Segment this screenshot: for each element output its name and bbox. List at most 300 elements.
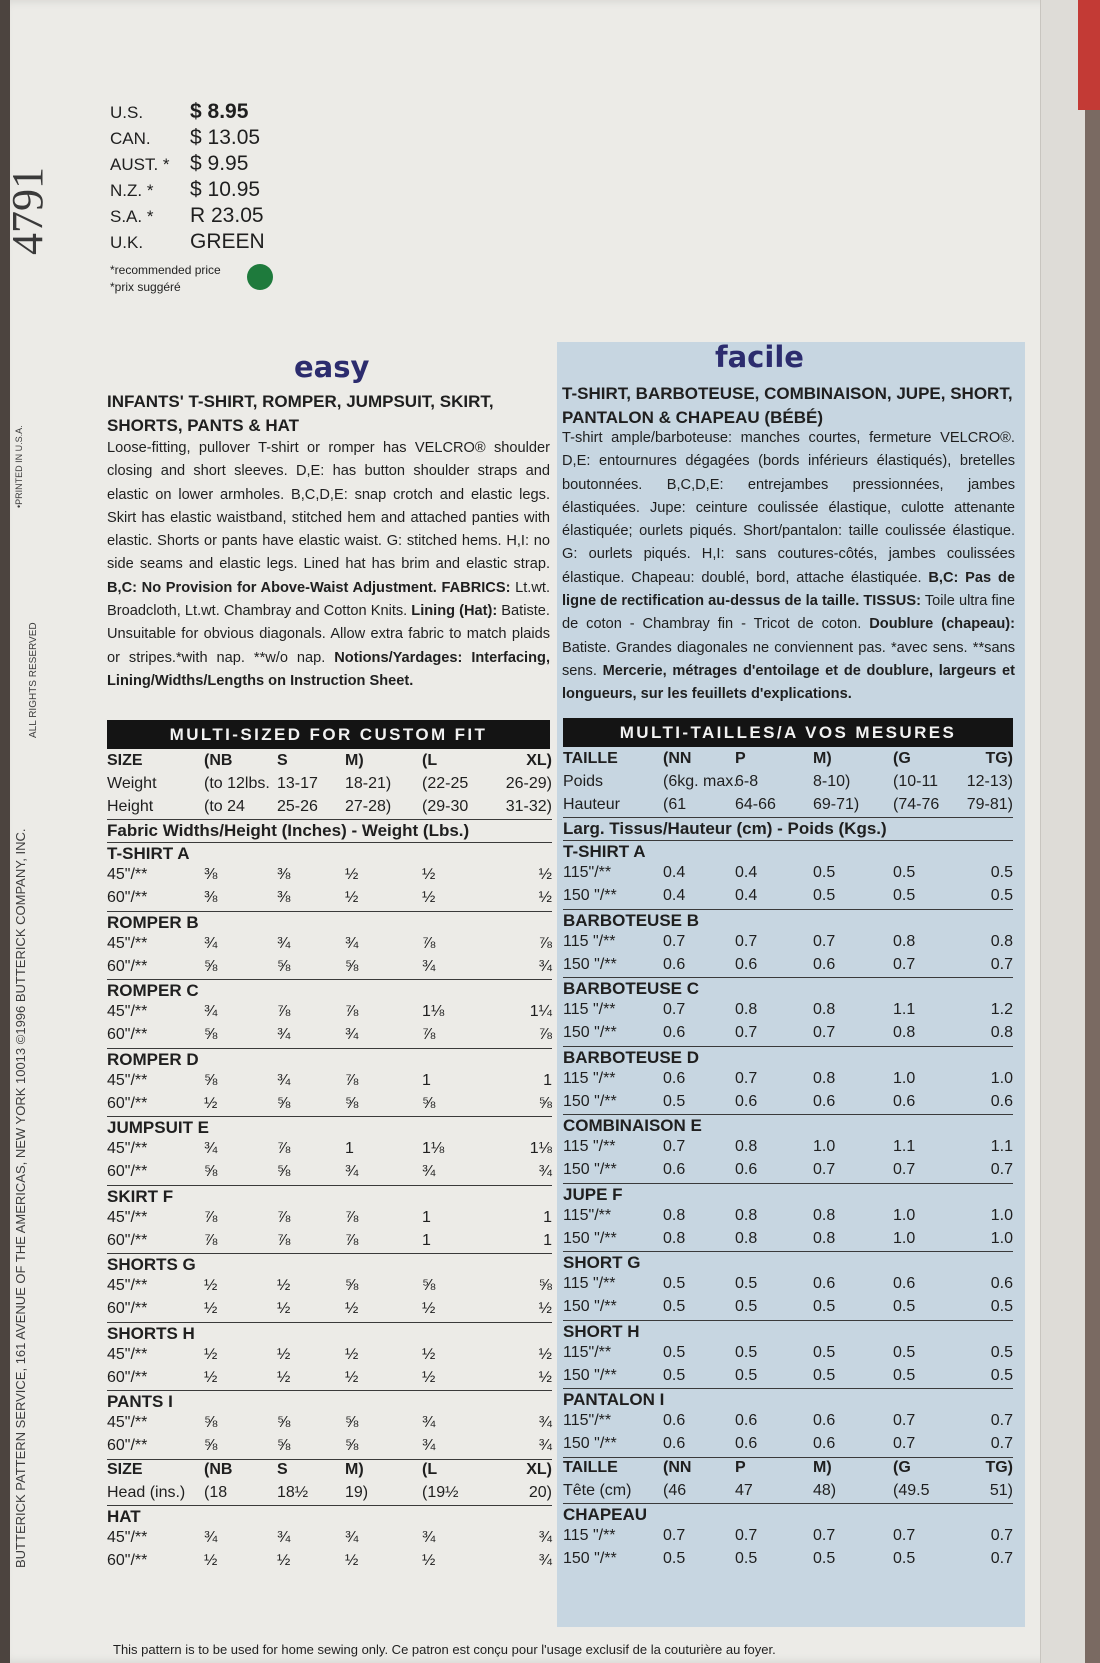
cell-value: 0.5 <box>663 1092 686 1110</box>
french-desc-bold: Mercerie, métrages d'entoilage et de doublure, largeurs et longueurs, sur les feuillets d'explications. <box>562 662 1015 703</box>
cell-value: 0.5 <box>735 1366 758 1384</box>
cell-value: 0.6 <box>735 1092 758 1110</box>
envelope-flap <box>1040 0 1085 1663</box>
cell-value: 1 <box>543 1071 552 1089</box>
cell-value: ¾ <box>277 1026 291 1043</box>
cell-value: 1⅛ <box>422 1003 445 1020</box>
table-divider <box>107 979 552 980</box>
cell-value: 1.0 <box>893 1069 916 1087</box>
cell-value: 1 <box>543 1208 552 1226</box>
table-row <box>563 1001 1013 1023</box>
cell-value: 1.0 <box>990 1229 1013 1247</box>
cell-value: ¾ <box>204 1003 218 1020</box>
cell-value: ¾ <box>204 1140 218 1157</box>
cell-value: (NB <box>204 752 233 769</box>
price-amount: $ 10.95 <box>190 178 261 201</box>
size-row <box>107 798 552 820</box>
table-row <box>563 1070 1013 1092</box>
cell-value: 0.7 <box>990 1412 1013 1429</box>
english-yardage-table <box>107 752 552 1622</box>
cell-value: 0.6 <box>813 955 836 973</box>
cell-value: ¾ <box>538 1437 552 1454</box>
red-envelope-edge <box>1078 0 1100 110</box>
table-row <box>107 1095 552 1117</box>
french-desc-part: Batiste. Grandes diagonales ne conviennent pas. *avec sens. **sans sens. <box>562 639 1015 679</box>
cell-value: 0.6 <box>735 1435 758 1452</box>
cell-value: 0.7 <box>813 1526 836 1544</box>
cell-value: ½ <box>204 1551 218 1569</box>
table-divider <box>563 1251 1013 1252</box>
spine-publisher-text: BUTTERICK PATTERN SERVICE, 161 AVENUE OF THE AMERICAS, NEW YORK 10013 ©1996 BUTTERICK COMPANY, INC. <box>13 828 28 1568</box>
table-row <box>107 889 552 911</box>
cell-value: ¾ <box>538 1163 552 1180</box>
cell-value: 0.6 <box>663 1161 686 1178</box>
price-amount: GREEN <box>190 230 265 253</box>
cell-value: 1 <box>543 1231 552 1249</box>
cell-value: 0.8 <box>990 1024 1013 1041</box>
cell-value: 0.5 <box>893 1343 916 1361</box>
garment-heading: PANTALON I <box>563 1390 665 1409</box>
cell-value: 0.8 <box>735 1206 758 1224</box>
cell-value: ⅝ <box>277 1437 291 1454</box>
row-label: 150 "/** <box>563 1024 617 1041</box>
cell-value: ⅞ <box>345 1231 359 1249</box>
row-label: TAILLE <box>563 1458 618 1476</box>
french-desc-part: Toile ultra fine de coton - Chambray fin - Tricot de coton. <box>562 593 1015 633</box>
table-row <box>563 1161 1013 1183</box>
cell-value: 69-71) <box>813 796 860 813</box>
cell-value: 25-26 <box>277 798 318 815</box>
garment-heading: SKIRT F <box>107 1186 174 1206</box>
cell-value: ⅞ <box>277 1003 291 1020</box>
cell-value: 0.5 <box>893 1298 916 1315</box>
cell-value: 0.7 <box>813 1024 836 1041</box>
row-label: 115"/** <box>563 1412 612 1429</box>
table-row <box>107 1369 552 1391</box>
garment-heading: HAT <box>107 1506 141 1526</box>
garment-heading: SHORTS H <box>107 1323 195 1343</box>
price-amount: R 23.05 <box>190 204 264 227</box>
cell-value: (L <box>422 1460 438 1478</box>
table-divider <box>107 1459 552 1460</box>
cell-value: 0.7 <box>893 1161 916 1178</box>
french-desc-bold: B,C: Pas de ligne de rectification au-dessus de la taille. TISSUS: <box>562 569 1015 610</box>
row-label: SIZE <box>107 752 143 769</box>
cell-value: 1.0 <box>813 1138 836 1155</box>
cell-value: 0.8 <box>813 1206 836 1224</box>
cell-value: ¾ <box>422 1163 436 1180</box>
cell-value: 0.8 <box>735 1001 758 1018</box>
row-label: 45"/** <box>107 1277 148 1294</box>
cell-value: ⅞ <box>538 1026 552 1043</box>
cell-value: ⅞ <box>204 1231 218 1249</box>
cell-value: ½ <box>204 1368 218 1386</box>
table-divider <box>107 1116 552 1117</box>
price-country: S.A. * <box>110 207 154 226</box>
cell-value: (NN <box>663 1458 692 1476</box>
row-label: 60"/** <box>107 1300 148 1317</box>
garment-heading: SHORT G <box>563 1253 641 1272</box>
size-row <box>563 796 1013 818</box>
cell-value: ½ <box>345 1551 359 1569</box>
cell-value: 0.7 <box>735 1069 758 1087</box>
cell-value: (61 <box>663 796 687 813</box>
row-label: 115 "/** <box>563 1001 616 1018</box>
cell-value: ⅝ <box>204 1414 218 1431</box>
cell-value: ½ <box>422 1551 436 1569</box>
cell-value: ⅞ <box>204 1208 218 1226</box>
cell-value: ¾ <box>277 1071 291 1089</box>
cell-value: 0.5 <box>663 1343 686 1361</box>
cell-value: ¾ <box>538 1551 552 1569</box>
table-row <box>107 1003 552 1025</box>
french-yardage-table <box>563 750 1013 1620</box>
cell-value: ⅝ <box>204 957 218 975</box>
cell-value: ½ <box>422 889 436 906</box>
cell-value: ⅞ <box>422 934 436 952</box>
cell-value: ½ <box>345 1345 359 1363</box>
cell-value: (to 12lbs. <box>204 775 270 792</box>
table-row <box>107 1026 552 1048</box>
table-row <box>563 1435 1013 1457</box>
cell-value: 0.5 <box>893 864 916 881</box>
cell-value: ⅝ <box>277 1414 291 1431</box>
cell-value: 0.8 <box>893 932 916 950</box>
cell-value: 0.4 <box>735 887 758 904</box>
table-row <box>107 1277 552 1299</box>
garment-heading: BARBOTEUSE B <box>563 910 700 930</box>
cell-value: 1⅛ <box>529 1140 552 1157</box>
row-label: Poids <box>563 773 604 790</box>
cell-value: ½ <box>422 866 436 883</box>
table-divider <box>107 1185 552 1186</box>
hat-size-header-row <box>563 1459 1013 1481</box>
row-label: TAILLE <box>563 750 618 767</box>
row-label: 150 "/** <box>563 1161 617 1178</box>
price-country: CAN. <box>110 129 151 148</box>
cell-value: 0.8 <box>990 932 1013 950</box>
cell-value: 26-29) <box>505 775 552 792</box>
cell-value: ¾ <box>422 1414 436 1431</box>
row-label: 150 "/** <box>563 887 617 904</box>
table-row <box>563 1230 1013 1252</box>
garment-heading: PANTS I <box>107 1392 173 1411</box>
cell-value: 0.6 <box>813 1412 836 1429</box>
table-row <box>563 933 1013 955</box>
table-row <box>107 1346 552 1368</box>
cell-value: (18 <box>204 1483 228 1501</box>
row-label: 60"/** <box>107 1437 148 1454</box>
cell-value: ¾ <box>538 1528 552 1546</box>
cell-value: 6-8 <box>735 773 759 790</box>
french-heading: T-SHIRT, BARBOTEUSE, COMBINAISON, JUPE, SHORT, PANTALON & CHAPEAU (BÉBÉ) <box>562 384 1013 427</box>
garment-heading: T-SHIRT A <box>563 842 646 861</box>
cell-value: ⅝ <box>345 1277 359 1294</box>
pattern-number: 4791 <box>3 167 52 255</box>
cell-value: 0.7 <box>813 1161 836 1178</box>
cell-value: S <box>277 752 288 769</box>
cell-value: 1 <box>422 1071 431 1089</box>
cell-value: TG) <box>985 750 1013 767</box>
garment-heading: JUMPSUIT E <box>107 1118 210 1137</box>
price-row <box>110 126 260 151</box>
cell-value: 0.5 <box>990 1298 1013 1315</box>
size-header-row <box>107 752 552 774</box>
table-divider <box>563 909 1013 910</box>
cell-value: ¾ <box>345 1026 359 1043</box>
row-label: 45"/** <box>107 1003 148 1020</box>
table-row <box>563 1024 1013 1046</box>
cell-value: ⅝ <box>204 1026 218 1043</box>
table-row <box>563 1527 1013 1549</box>
french-description <box>562 427 1015 707</box>
cell-value: 0.7 <box>990 1549 1013 1567</box>
price-row <box>110 100 248 125</box>
cell-value: 0.7 <box>735 1024 758 1041</box>
cell-value: 0.7 <box>735 1526 758 1544</box>
cell-value: 1 <box>422 1208 431 1226</box>
row-label: 60"/** <box>107 1231 148 1249</box>
cell-value: P <box>735 750 746 767</box>
cell-value: ¾ <box>538 1414 552 1431</box>
table-row <box>107 1209 552 1231</box>
cell-value: ¾ <box>422 1528 436 1546</box>
cell-value: ½ <box>538 1368 552 1386</box>
cell-value: 0.8 <box>893 1024 916 1041</box>
table-row <box>107 1300 552 1322</box>
cell-value: S <box>277 1460 288 1478</box>
cell-value: 12-13) <box>966 773 1013 790</box>
garment-heading: SHORTS G <box>107 1255 196 1274</box>
hat-size-header-row <box>107 1461 552 1483</box>
row-label: 45"/** <box>107 1414 148 1431</box>
row-label: SIZE <box>107 1460 143 1478</box>
row-label: 150 "/** <box>563 1435 617 1452</box>
spine-rights-text: ALL RIGHTS RESERVED <box>28 622 39 738</box>
cell-value: 0.5 <box>735 1275 758 1292</box>
cell-value: 1.0 <box>990 1069 1013 1087</box>
cell-value: 0.5 <box>663 1298 686 1315</box>
row-label: 60"/** <box>107 957 148 975</box>
cell-value: ½ <box>345 1368 359 1386</box>
cell-value: 0.6 <box>813 1435 836 1452</box>
row-label: 150 "/** <box>563 1298 617 1315</box>
spine-printed-text: •PRINTED IN U.S.A. <box>14 425 24 508</box>
cell-value: 0.8 <box>735 1229 758 1247</box>
table-row <box>563 1207 1013 1229</box>
cell-value: (G <box>893 750 911 767</box>
cell-value: ⅞ <box>538 934 552 952</box>
row-label: 150 "/** <box>563 1549 617 1567</box>
table-row <box>107 1529 552 1551</box>
cell-value: ⅞ <box>345 1208 359 1226</box>
hat-size-row <box>563 1482 1013 1504</box>
cell-value: 0.6 <box>813 1092 836 1110</box>
cell-value: 18-21) <box>345 775 392 792</box>
cell-value: 0.5 <box>990 1366 1013 1384</box>
cell-value: ⅜ <box>277 866 291 883</box>
table-divider <box>107 1048 552 1049</box>
cell-value: ½ <box>538 1300 552 1317</box>
row-label: 45"/** <box>107 1345 148 1363</box>
cell-value: 0.6 <box>893 1092 916 1110</box>
cell-value: ⅝ <box>277 1094 291 1112</box>
table-row <box>107 1552 552 1574</box>
garment-heading: COMBINAISON E <box>563 1116 702 1135</box>
row-label: 60"/** <box>107 1163 148 1180</box>
row-label: 150 "/** <box>563 1092 617 1110</box>
table-row <box>107 1437 552 1459</box>
cell-value: (10-11 <box>893 773 939 790</box>
cell-value: 8-10) <box>813 773 851 790</box>
french-desc-part: T-shirt ample/barboteuse: manches courtes, fermeture VELCRO®. D,E: entournures dégagées (bords inférieurs élastiqués), bretelles boutonnées. B,C,D,E: entrejambes pressionnées, jambes élastiquées. Jupe: ceinture coulissée élastique, culotte attenante élastiquée; ourlets piqués. Short/pantalon: taille coulissée élastique. G: ourlets piqués. H,I: sans coutures-côtés, jambes coulissées élastique. Chapeau: doublé, bord, attache élastiquée. <box>562 430 1015 586</box>
table-divider <box>107 911 552 912</box>
table-row <box>107 1072 552 1094</box>
cell-value: 64-66 <box>735 796 776 813</box>
table-divider <box>563 817 1013 818</box>
cell-value: 0.5 <box>893 1366 916 1384</box>
cell-value: 0.6 <box>813 1275 836 1292</box>
row-label: Height <box>107 798 154 815</box>
cell-value: ½ <box>345 1300 359 1317</box>
cell-value: TG) <box>985 1458 1013 1476</box>
cell-value: 0.8 <box>663 1206 686 1224</box>
cell-value: ½ <box>538 889 552 906</box>
table-row <box>563 1412 1013 1434</box>
cell-value: ¾ <box>345 1163 359 1180</box>
table-row <box>563 864 1013 886</box>
cell-value: 0.7 <box>663 1138 686 1155</box>
cell-value: 1.0 <box>893 1206 916 1224</box>
cell-value: ½ <box>422 1345 436 1363</box>
cell-value: ⅜ <box>204 866 218 883</box>
cell-value: ¾ <box>345 934 359 952</box>
table-row <box>563 1344 1013 1366</box>
row-label: Head (ins.) <box>107 1483 186 1501</box>
cell-value: ⅝ <box>204 1437 218 1454</box>
cell-value: ⅝ <box>422 1094 436 1112</box>
table-divider <box>107 842 552 843</box>
row-label: 115"/** <box>563 1343 612 1361</box>
cell-value: 0.7 <box>893 1435 916 1452</box>
cell-value: (NN <box>663 750 692 767</box>
cell-value: M) <box>813 1458 832 1476</box>
table-row <box>563 887 1013 909</box>
table-divider <box>107 1390 552 1391</box>
cell-value: ⅝ <box>277 1163 291 1180</box>
cell-value: 0.6 <box>735 955 758 973</box>
table-row <box>563 1275 1013 1297</box>
row-label: 60"/** <box>107 1026 148 1043</box>
cell-value: (22-25 <box>422 775 469 792</box>
table-row <box>563 1367 1013 1389</box>
row-label: Weight <box>107 775 157 792</box>
price-note-fr: *prix suggéré <box>110 280 181 294</box>
table-divider <box>563 1320 1013 1321</box>
cell-value: 0.5 <box>735 1549 758 1567</box>
row-label: 45"/** <box>107 934 148 952</box>
table-row <box>563 956 1013 978</box>
garment-heading: ROMPER D <box>107 1049 199 1069</box>
row-label: 115 "/** <box>563 1069 616 1087</box>
cell-value: 0.7 <box>990 955 1013 973</box>
cell-value: 1 <box>422 1231 431 1249</box>
row-label: 115 "/** <box>563 932 616 950</box>
cell-value: 0.6 <box>663 1412 686 1429</box>
table-row <box>563 1093 1013 1115</box>
cell-value: 0.4 <box>663 864 686 881</box>
cell-value: 0.5 <box>663 1366 686 1384</box>
price-row <box>110 230 265 255</box>
price-row <box>110 204 264 229</box>
cell-value: 0.5 <box>735 1298 758 1315</box>
cell-value: 0.5 <box>990 1343 1013 1361</box>
cell-value: ⅝ <box>277 957 291 975</box>
cell-value: 48) <box>813 1481 837 1499</box>
cell-value: 0.6 <box>663 1024 686 1041</box>
row-label: 60"/** <box>107 1551 148 1569</box>
size-row <box>107 775 552 797</box>
price-amount: $ 13.05 <box>190 126 261 149</box>
cell-value: 0.7 <box>893 955 916 973</box>
cell-value: (29-30 <box>422 798 469 815</box>
cell-value: (NB <box>204 1460 233 1478</box>
cell-value: 0.6 <box>735 1412 758 1429</box>
cell-value: 20) <box>528 1483 552 1501</box>
cell-value: ⅞ <box>277 1208 291 1226</box>
row-label: 45"/** <box>107 1208 148 1226</box>
price-amount: $ 8.95 <box>190 100 249 123</box>
cell-value: (L <box>422 752 438 769</box>
cell-value: ½ <box>204 1277 218 1294</box>
cell-value: ¾ <box>345 1528 359 1546</box>
price-amount: $ 9.95 <box>190 152 249 175</box>
cell-value: 0.7 <box>893 1412 916 1429</box>
english-description <box>107 437 550 693</box>
cell-value: 0.7 <box>893 1526 916 1544</box>
cell-value: ½ <box>204 1094 218 1112</box>
english-heading: INFANTS' T-SHIRT, ROMPER, JUMPSUIT, SKIRT, SHORTS, PANTS & HAT <box>107 392 494 435</box>
cell-value: 51) <box>989 1481 1013 1499</box>
cell-value: ½ <box>538 866 552 883</box>
cell-value: ⅞ <box>345 1003 359 1020</box>
cell-value: ⅜ <box>277 889 291 906</box>
garment-heading: CHAPEAU <box>563 1504 648 1524</box>
cell-value: XL) <box>526 1460 552 1478</box>
cell-value: 13-17 <box>277 775 318 792</box>
fabric-widths-header: Larg. Tissus/Hauteur (cm) - Poids (Kgs.) <box>563 819 887 838</box>
table-divider <box>107 819 552 820</box>
cell-value: ⅝ <box>538 1094 552 1112</box>
price-country: N.Z. * <box>110 181 154 200</box>
cell-value: ¾ <box>538 957 552 975</box>
cell-value: ¾ <box>204 934 218 952</box>
table-divider <box>107 1253 552 1254</box>
cell-value: (46 <box>663 1481 687 1499</box>
cell-value: XL) <box>526 752 552 769</box>
cell-value: ½ <box>277 1345 291 1363</box>
english-desc-part: Lt.wt. Broadcloth, Lt.wt. Chambray and Cotton Knits. <box>107 579 551 620</box>
cell-value: (6kg. max. <box>663 773 738 790</box>
cell-value: 0.6 <box>990 1275 1013 1292</box>
cell-value: 0.5 <box>735 1343 758 1361</box>
cell-value: M) <box>345 752 364 769</box>
cell-value: 0.6 <box>663 1435 686 1452</box>
cell-value: 0.7 <box>990 1161 1013 1178</box>
row-label: 115 "/** <box>563 1526 616 1544</box>
size-row <box>563 773 1013 795</box>
cell-value: 0.6 <box>663 955 686 973</box>
